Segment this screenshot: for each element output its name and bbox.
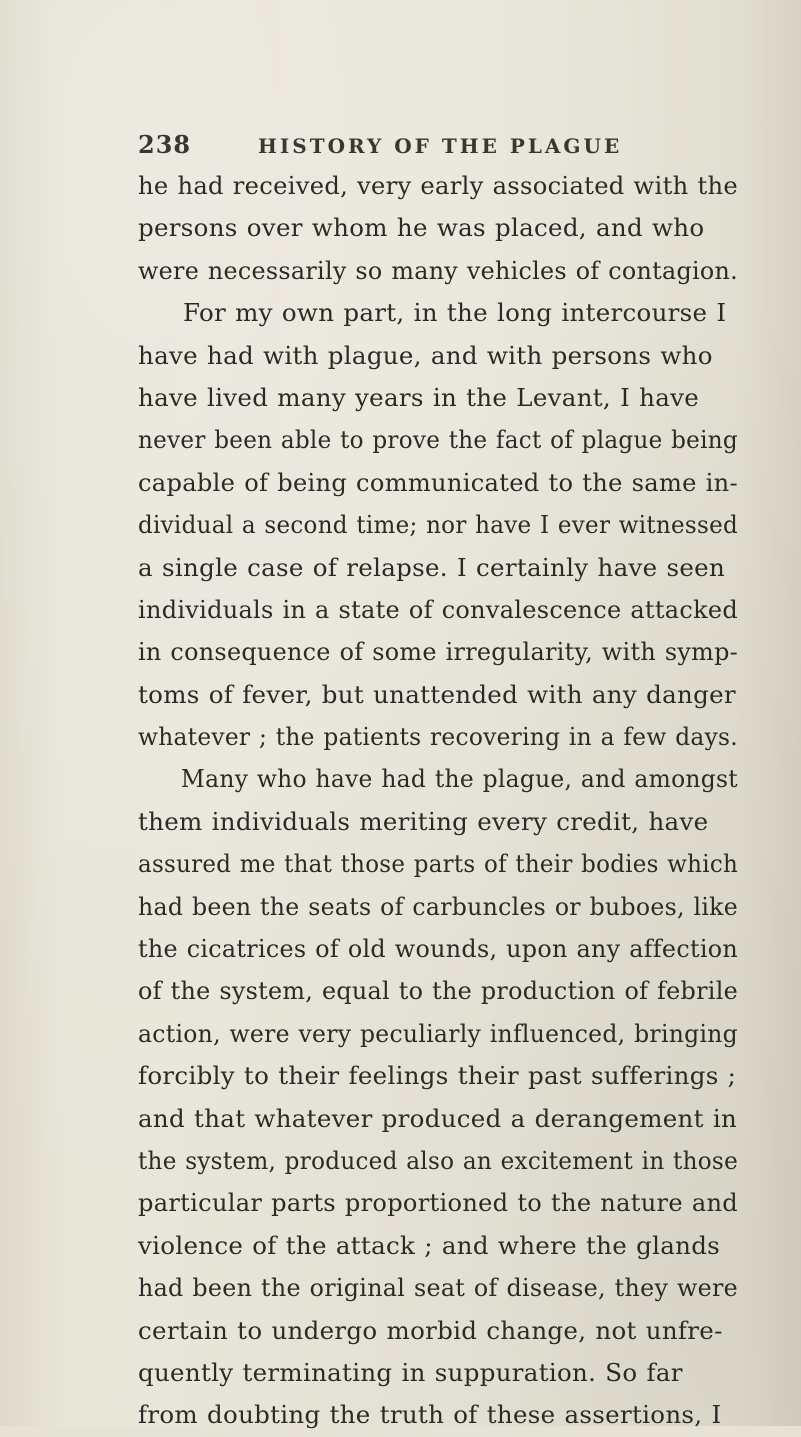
text-line: toms of fever, but unattended with any danger [138,679,736,709]
text-line: certain to undergo morbid change, not unfre- [138,1315,723,1345]
text-line: forcibly to their feelings their past sufferings ; [138,1061,737,1091]
text-line: he had received, very early associated with the [138,171,738,200]
text-line: quently terminating in suppuration. So far [138,1357,683,1387]
text-line: of the system, equal to the production of febrile [138,976,739,1006]
text-line: assured me that those parts of their bodies which [138,849,739,879]
page-number: 238 [138,130,192,159]
text-line: particular parts proportioned to the nature and [138,1188,739,1218]
text-line: a single case of relapse. I certainly have seen [138,552,726,582]
page-header [138,130,623,170]
text-line: the cicatrices of old wounds, upon any affection [138,934,739,964]
text-line: had been the seats of carbuncles or buboes, like [138,891,738,921]
body-text [138,165,738,1437]
text-line: individuals in a state of convalescence attacked [138,594,739,624]
running-head: HISTORY OF THE PLAGUE [258,134,623,158]
text-line: and that whatever produced a derangement in [138,1103,738,1133]
text-line: them individuals meriting every credit, have [138,806,709,836]
text-line: capable of being communicated to the same in- [138,467,738,497]
text-line: dividual a second time; nor have I ever witnessed [138,510,739,540]
text-line: in consequence of some irregularity, with symp- [138,637,738,667]
text-line: violence of the attack ; and where the glands [138,1230,721,1260]
text-line: have had with plague, and with persons who [138,340,713,370]
text-line: whatever ; the patients recovering in a few days. [138,722,738,752]
text-line: action, were very peculiarly influenced, bringing [138,1018,738,1048]
text-line: from doubting the truth of these assertions, I [138,1400,722,1430]
text-line: never been able to prove the fact of plague being [138,425,738,455]
text-line: have lived many years in the Levant, I have [138,382,700,412]
paragraph-start-line: Many who have had the plague, and amongst [180,764,738,794]
text-line: were necessarily so many vehicles of contagion. [138,255,738,285]
paragraph-start-line: For my own part, in the long intercourse I [183,298,727,328]
text-line: the system, produced also an excitement in those [138,1145,739,1175]
text-line: persons over whom he was placed, and who [138,213,705,243]
text-line: had been the original seat of disease, they were [138,1273,739,1303]
